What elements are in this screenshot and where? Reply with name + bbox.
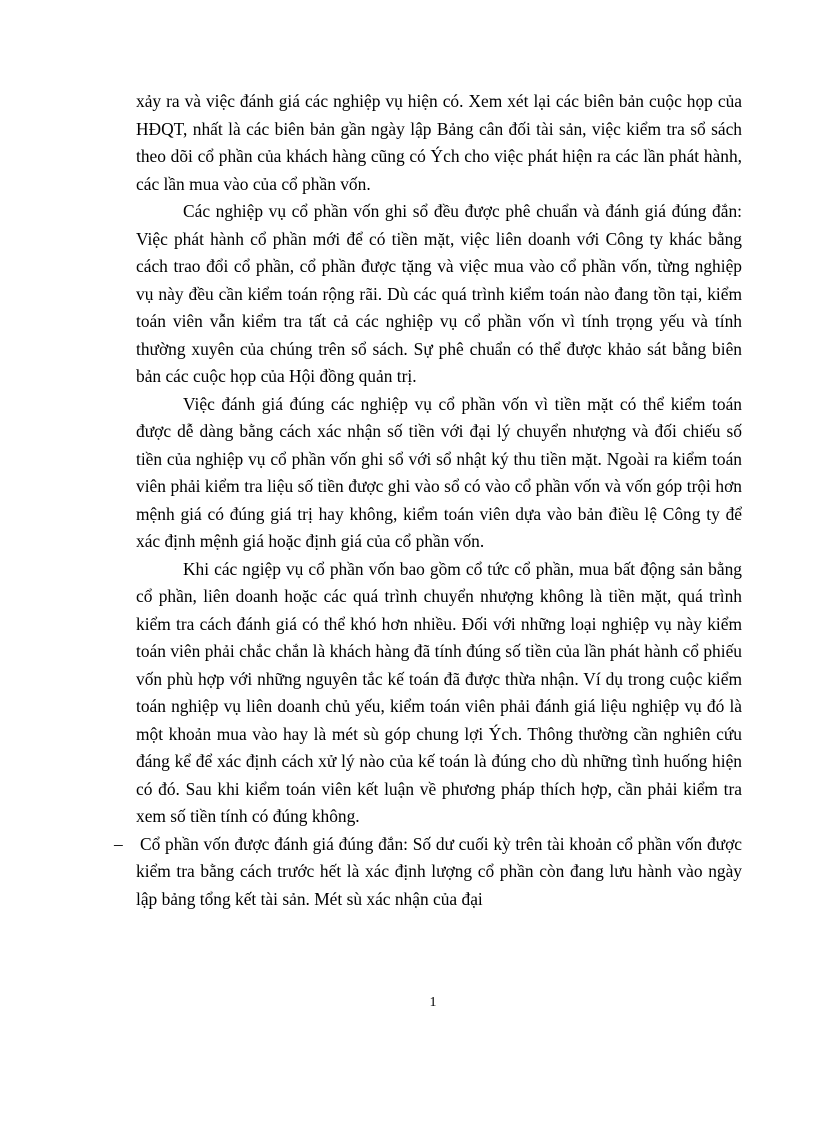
paragraph-approval: Các nghiệp vụ cổ phần vốn ghi sổ đều được phê chuẩn và đánh giá đúng đắn: Việc phát hành cổ phần mới để có tiền mặt, việc liên doanh với Công ty khác bằng cách trao đổi cổ phần, cổ phần được tặng và việc mua vào cổ phần vốn, từng nghiệp vụ này đều cần kiểm toán rộng rãi. Dù các quá trình kiểm toán nào đang tồn tại, kiểm toán viên vẫn kiểm tra tất cả các nghiệp vụ cổ phần vốn vì tính trọng yếu và tính thường xuyên của chúng trên sổ sách. Sự phê chuẩn có thể được khảo sát bằng biên bản các cuộc họp của Hội đồng quản trị. — [136, 201, 742, 386]
page-number: 1 — [429, 995, 437, 1010]
document-page — [114, 88, 742, 913]
dash-bullet: – — [114, 833, 123, 854]
paragraph-valuation-cash: Việc đánh giá đúng các nghiệp vụ cổ phần vốn vì tiền mặt có thể kiểm toán được dễ dàng bằng cách xác nhận số tiền với đại lý chuyển nhượng và đối chiếu số tiền của nghiệp vụ cổ phần vốn ghi sổ với sổ nhật ký thu tiền mặt. Ngoài ra kiểm toán viên phải kiểm tra liệu số tiền được ghi vào sổ có vào cổ phần vốn và vốn góp trội hơn mệnh giá có đúng giá trị hay không, kiểm toán viên dựa vào bản điều lệ Công ty để xác định mệnh giá hoặc định giá của cổ phần vốn. — [136, 393, 742, 551]
bullet-paragraph-text: Cổ phần vốn được đánh giá đúng đắn: Số dư cuối kỳ trên tài khoản cổ phần vốn được kiểm tra bằng cách trước hết là xác định lượng cổ phần còn đang lưu hành vào ngày lập bảng tổng kết tài sản. Mét sù xác nhận của đại — [136, 833, 742, 909]
paragraph-continuation: xảy ra và việc đánh giá các nghiệp vụ hiện có. Xem xét lại các biên bản cuộc họp của HĐQT, nhất là các biên bản gần ngày lập Bảng cân đối tài sản, việc kiểm tra sổ sách theo dõi cổ phần của khách hàng cũng có Ých cho việc phát hiện ra các lần phát hành, các lần mua vào của cổ phần vốn. — [136, 91, 742, 194]
bullet-paragraph — [114, 831, 742, 914]
paragraph-non-cash: Khi các ngiệp vụ cổ phần vốn bao gồm cổ tức cổ phần, mua bất động sản bằng cổ phần, liên doanh hoặc các quá trình chuyển nhượng không là tiền mặt, quá trình kiểm tra cách đánh giá có thể khó hơn nhiều. Đối với những loại nghiệp vụ này kiểm toán viên phải chắc chắn là khách hàng đã tính đúng số tiền của lần phát hành cổ phiếu vốn phù hợp với những nguyên tắc kế toán đã được thừa nhận. Ví dụ trong cuộc kiểm toán nghiệp vụ liên doanh chủ yếu, kiểm toán viên phải đánh giá liệu nghiệp vụ đó là một khoản mua vào hay là mét sù góp chung lợi Ých. Thông thường cần nghiên cứu đáng kể để xác định cách xử lý nào của kế toán là đúng cho dù những tình huống hiện có đó. Sau khi kiểm toán viên kết luận về phương pháp thích hợp, cần phải kiểm tra xem số tiền tính có đúng không. — [136, 558, 742, 826]
